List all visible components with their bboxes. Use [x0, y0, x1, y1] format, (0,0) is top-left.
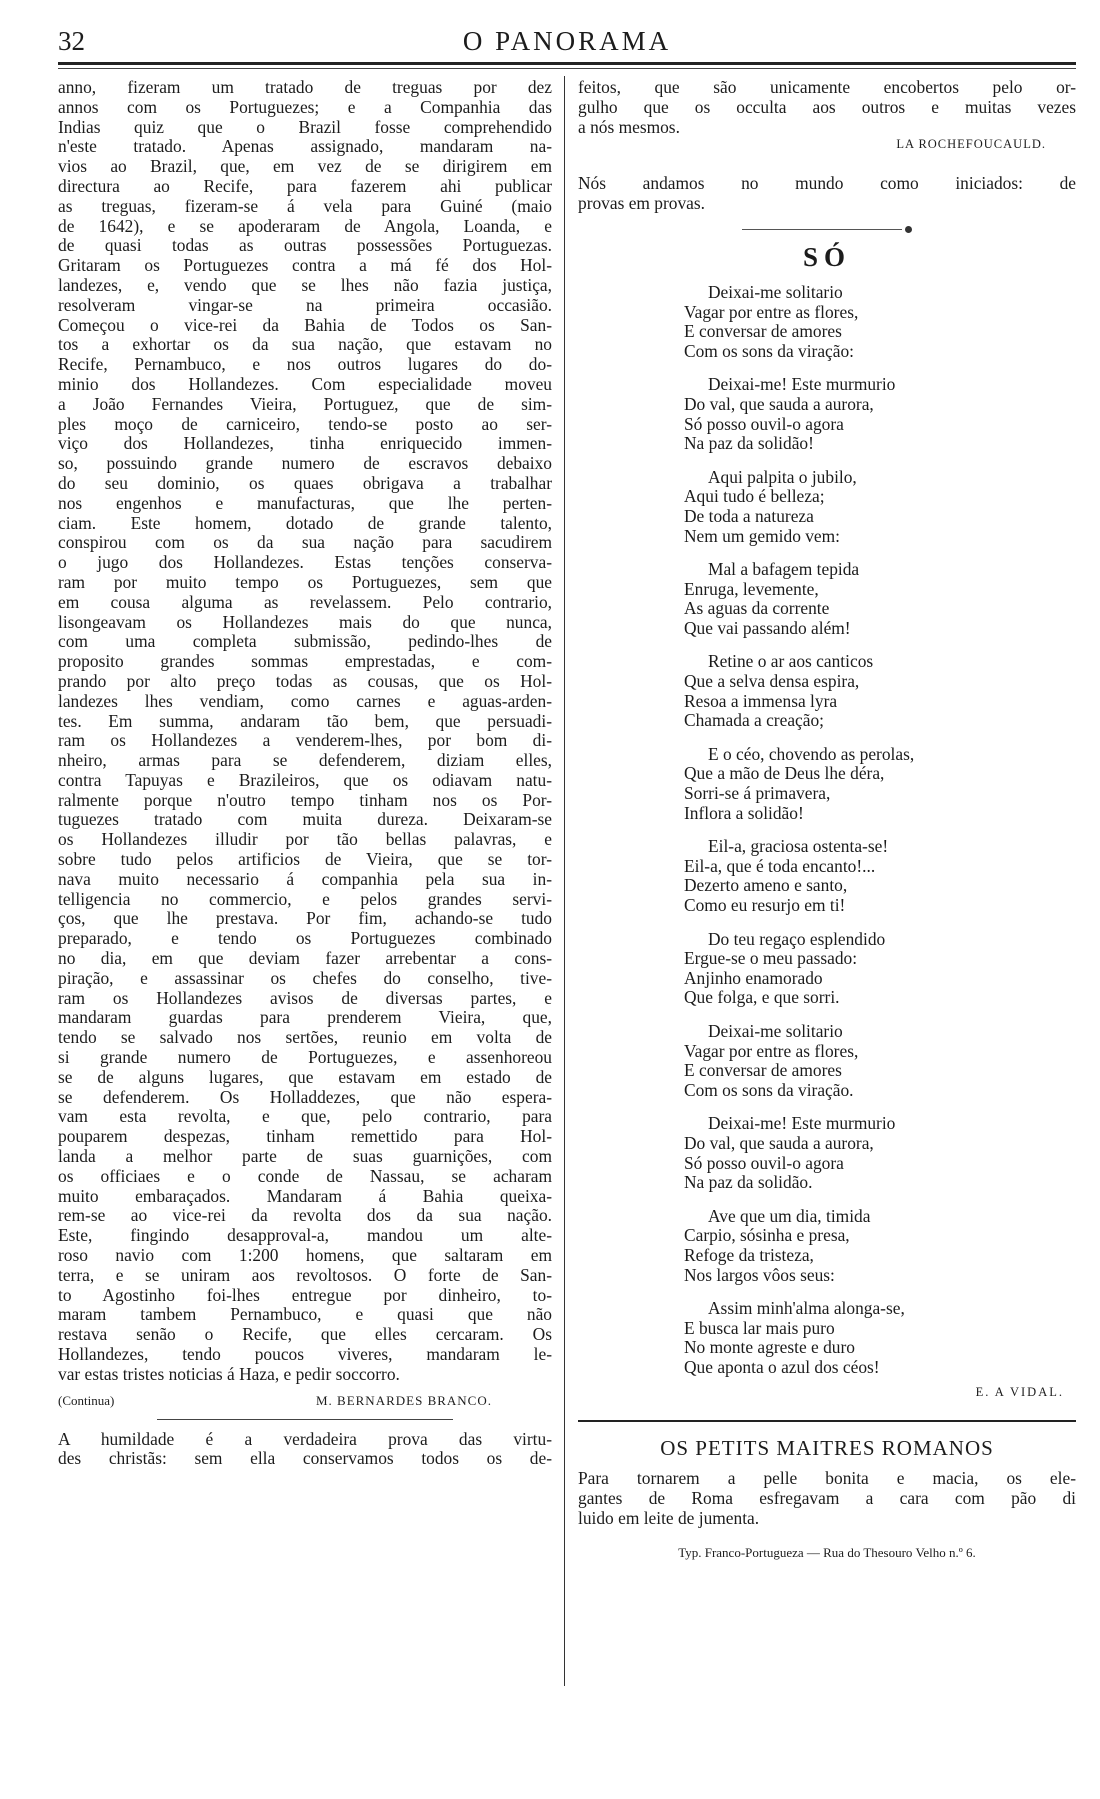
text-line: maram tambem Pernambuco, e quasi que não: [58, 1305, 552, 1325]
page-header: [58, 24, 1076, 64]
text-line: feitos, que são unicamente encobertos pelo or-: [578, 78, 1076, 97]
poem-line: Sorri-se á primavera,: [684, 783, 831, 804]
text-line: de quasi todas as outras possessões Portuguezas.: [58, 236, 552, 256]
text-line: Recife, Pernambuco, e nos outros lugares do do-: [58, 355, 552, 375]
poem-stanza: [684, 468, 1076, 546]
poem-line: Assim minh'alma alonga-se,: [708, 1298, 905, 1319]
section-rule: [578, 1420, 1076, 1422]
text-line: gulho que os occulta aos outros e muitas vezes: [578, 97, 1076, 117]
poem-stanza: [684, 652, 1076, 730]
text-line: tendo se salvado nos sertões, reunio em volta de: [58, 1028, 552, 1048]
poem-stanza: [684, 375, 1076, 453]
poem-line: Como eu resurjo em ti!: [684, 895, 846, 916]
text-line: a João Fernandes Vieira, Portuguez, que de sim-: [58, 394, 552, 414]
poem-line: Com os sons da viração.: [684, 1079, 854, 1100]
poem-line: Ergue-se o meu passado:: [684, 948, 858, 969]
poem-line: E busca lar mais puro: [684, 1317, 835, 1338]
text-line: anno, fizeram um tratado de treguas por dez: [58, 78, 552, 97]
poem-line: Que aponta o azul dos céos!: [684, 1356, 880, 1377]
poem-line: Nos largos vôos seus:: [684, 1264, 835, 1285]
poem-line: As aguas da corrente: [684, 598, 830, 619]
poem-title: SÓ: [802, 241, 852, 272]
text-line: ram por muito tempo os Portuguezes, sem que: [58, 572, 552, 592]
text-line: Indias quiz que o Brazil fosse comprehendido: [58, 117, 552, 137]
text-line: proposito grandes sommas emprestadas, e com-: [58, 652, 552, 672]
text-line: de 1642), e se apoderaram de Angola, Loanda, e: [58, 216, 552, 236]
poem-line: E conversar de amores: [684, 1060, 842, 1081]
text-line: com uma completa submissão, pedindo-lhes de: [58, 632, 552, 652]
poem-stanza: [684, 837, 1076, 915]
text-line: as treguas, fizeram-se á vela para Guiné (maio: [58, 196, 552, 216]
poem-line: Dezerto ameno e santo,: [684, 875, 848, 896]
text-line: roso navio com 1:200 homens, que saltaram em: [58, 1246, 552, 1266]
poem-line: Deixai-me! Este murmurio: [708, 1113, 896, 1134]
text-line: rem-se ao vice-rei da revolta dos da sua nação.: [58, 1206, 552, 1226]
article-author: M. BERNARDES BRANCO.: [315, 1392, 492, 1408]
text-line: ciam. Este homem, dotado de grande talento,: [58, 513, 552, 533]
poem-line: Inflora a solidão!: [684, 802, 804, 823]
text-line: provas em provas.: [578, 194, 706, 214]
text-line: A humildade é a verdadeira prova das virtu-: [58, 1429, 552, 1449]
poem-stanza: [684, 283, 1076, 361]
poem-line: Só posso ouvil-o agora: [684, 413, 844, 434]
poem-body: [578, 283, 1076, 1378]
text-line: tes. Em summa, andaram tão bem, que persuadi-: [58, 711, 552, 731]
text-line: ram os Hollandezes a venderem-lhes, por bom di-: [58, 731, 552, 751]
poem-line: Que a selva densa espira,: [684, 671, 860, 692]
right-column: [578, 78, 1076, 1561]
poem-line: Deixai-me solitario: [708, 281, 843, 302]
poem-line: De toda a natureza: [684, 505, 814, 526]
text-line: gantes de Roma esfregavam a cara com pão di: [578, 1489, 1076, 1509]
text-line: directura ao Recife, para fazerem ahi publicar: [58, 176, 552, 196]
poem-line: Vagar por entre as flores,: [684, 301, 859, 322]
text-line: sobre tudo pelos artificios de Vieira, que se tor-: [58, 850, 552, 870]
poem-line: Do val, que sauda a aurora,: [684, 393, 874, 414]
text-line: Nós andamos no mundo como iniciados: de: [578, 174, 1076, 194]
text-line: Para tornarem a pelle bonita e macia, os ele-: [578, 1469, 1076, 1489]
text-line: Este, fingindo desapproval-a, mandou um alte-: [58, 1226, 552, 1246]
proverb-text: [578, 174, 1076, 214]
poem-line: Eil-a, graciosa ostenta-se!: [708, 836, 889, 857]
poem-line: Eil-a, que é toda encanto!...: [684, 855, 876, 876]
poem-line: Que vai passando além!: [684, 617, 851, 638]
text-line: Hollandezes, tendo poucos viveres, mandaram le-: [58, 1345, 552, 1364]
poem-line: Do teu regaço esplendido: [708, 928, 886, 949]
text-line: to Agostinho foi-lhes entregue por dinheiro, to-: [58, 1285, 552, 1305]
poem-line: Refoge da tristeza,: [684, 1244, 814, 1265]
maxim-author: LA ROCHEFOUCAULD.: [896, 137, 1046, 152]
text-line: os Hollandezes illudir por tão bellas palavras, e: [58, 830, 552, 850]
poem-stanza: [684, 745, 1076, 823]
poem-line: Nem um gemido vem:: [684, 525, 841, 546]
column-divider: [564, 76, 565, 1686]
poem-stanza: [684, 1022, 1076, 1100]
text-line: lisongeavam os Hollandezes mais do que nunca,: [58, 612, 552, 632]
text-line: nheiro, armas para se defenderem, diziam elles,: [58, 751, 552, 771]
text-line: em cousa alguma as revelassem. Pelo contrario,: [58, 592, 552, 612]
flourish-divider: [742, 224, 912, 234]
text-line: prando por alto preço todas as cousas, que os Hol-: [58, 671, 552, 691]
article-signature: [58, 1393, 552, 1409]
text-line: no dia, em que deviam fazer arrebentar a cons-: [58, 949, 552, 969]
poem-line: Na paz da solidão!: [684, 433, 814, 454]
text-line: landa a melhor parte de suas guarnições, com: [58, 1147, 552, 1167]
text-line: landezes, e, vendo que se lhes não fazia justiça,: [58, 275, 552, 295]
text-line: des christãs: sem ella conservamos todos os de-: [58, 1449, 552, 1469]
text-line: n'este tratado. Apenas assignado, mandaram na-: [58, 137, 552, 157]
poem-line: Na paz da solidão.: [684, 1172, 813, 1193]
poem-line: Ave que um dia, timida: [708, 1205, 871, 1226]
poem-line: E o céo, chovendo as perolas,: [708, 743, 915, 764]
text-line: so, possuindo grande numero de escravos debaixo: [58, 454, 552, 474]
text-line: conspirou com os da sua nação para sacudirem: [58, 533, 552, 553]
poem-stanza: [684, 1114, 1076, 1192]
poem-line: Anjinho enamorado: [684, 967, 823, 988]
text-line: restava senão o Recife, que elles cercaram. Os: [58, 1325, 552, 1345]
text-line: viço dos Hollandezes, tinha enriquecido immen-: [58, 434, 552, 454]
text-line: luido em leite de jumenta.: [578, 1509, 760, 1529]
poem-author: E. A VIDAL.: [975, 1385, 1064, 1400]
text-line: resolveram vingar-se na primeira occasião.: [58, 295, 552, 315]
text-line: preparado, e tendo os Portuguezes combinado: [58, 929, 552, 949]
continua-note: (Continua): [58, 1392, 115, 1408]
poem-line: Só posso ouvil-o agora: [684, 1152, 844, 1173]
text-line: ralmente porque n'outro tempo tinham nos os Por-: [58, 790, 552, 810]
text-line: minio dos Hollandezes. Com especialidade moveu: [58, 374, 552, 394]
text-line: var estas tristes noticias á Haza, e pedir soccorro.: [58, 1364, 400, 1384]
poem-line: Mal a bafagem tepida: [708, 559, 860, 580]
poem-line: Carpio, sósinha e presa,: [684, 1225, 850, 1246]
text-line: se defenderem. Os Holladdezes, que não espera-: [58, 1087, 552, 1107]
text-line: ços, que lhe prestava. Por fim, achando-se tudo: [58, 909, 552, 929]
poem-line: Chamada a creação;: [684, 710, 824, 731]
text-line: terra, e se uniram aos revoltosos. O forte de San-: [58, 1265, 552, 1285]
text-line: pouparem despezas, tinham remettido para Hol-: [58, 1127, 552, 1147]
poem-line: E conversar de amores: [684, 321, 842, 342]
printer-line: Typ. Franco-Portugueza — Rua do Thesouro Velho n.º 6.: [678, 1544, 976, 1560]
header-rule: [58, 62, 1076, 69]
poem-stanza: [684, 1207, 1076, 1285]
poem-stanza: [684, 1299, 1076, 1377]
page-number: 32: [58, 26, 85, 56]
poem-line: Deixai-me! Este murmurio: [708, 374, 896, 395]
text-line: Começou o vice-rei da Bahia de Todos os San-: [58, 315, 552, 335]
text-line: piração, e assassinar os chefes do conselho, tive-: [58, 968, 552, 988]
maxim-continuation: [578, 78, 1076, 137]
text-line: muito embaraçados. Mandaram á Bahia queixa-: [58, 1186, 552, 1206]
poem-line: Vagar por entre as flores,: [684, 1040, 859, 1061]
text-line: os officiaes e o conde de Nassau, se acharam: [58, 1166, 552, 1186]
poem-line: Resoa a immensa lyra: [684, 690, 838, 711]
article-title: OS PETITS MAITRES ROMANOS: [660, 1436, 994, 1461]
article-text: [578, 1469, 1076, 1528]
text-line: annos com os Portuguezes; e a Companhia das: [58, 97, 552, 117]
text-line: ples moço de carniceiro, tendo-se posto ao ser-: [58, 414, 552, 434]
text-line: telligencia no commercio, e pelos grandes servi-: [58, 889, 552, 909]
text-line: landezes lhes vendiam, como carnes e aguas-arden-: [58, 691, 552, 711]
poem-line: Aqui palpita o jubilo,: [708, 466, 857, 487]
maxim-text: [58, 1430, 552, 1470]
text-line: vios ao Brazil, que, em vez de se dirigirem em: [58, 157, 552, 177]
text-line: tos a exhortar os da sua nação, que estavam no: [58, 335, 552, 355]
text-line: do seu dominio, os quaes obrigava a trabalhar: [58, 473, 552, 493]
poem-line: Enruga, levemente,: [684, 578, 819, 599]
text-line: vam esta revolta, e que, pelo contrario, para: [58, 1107, 552, 1127]
text-line: o jugo dos Hollandezes. Estas tenções conserva-: [58, 553, 552, 573]
poem-line: Que a mão de Deus lhe déra,: [684, 763, 885, 784]
text-line: ram os Hollandezes avisos de diversas partes, e: [58, 988, 552, 1008]
left-column: [58, 78, 552, 1469]
text-line: nava muito necessario á companhia pela sua in-: [58, 869, 552, 889]
poem-line: Do val, que sauda a aurora,: [684, 1132, 874, 1153]
text-line: nos engenhos e manufacturas, que lhe perten-: [58, 493, 552, 513]
journal-title: O PANORAMA: [462, 26, 672, 56]
poem-line: Deixai-me solitario: [708, 1020, 843, 1041]
text-line: Gritaram os Portuguezes contra a má fé dos Hol-: [58, 256, 552, 276]
poem-stanza: [684, 560, 1076, 638]
text-line: contra Tapuyas e Brazileiros, que os odiavam natu-: [58, 770, 552, 790]
text-line: se de alguns lugares, que estavam em estado de: [58, 1067, 552, 1087]
history-article-text: [58, 78, 552, 1385]
text-line: mandaram guardas para prenderem Vieira, que,: [58, 1008, 552, 1028]
separator-line: [157, 1419, 453, 1420]
poem-line: No monte agreste e duro: [684, 1337, 855, 1358]
poem-line: Retine o ar aos canticos: [708, 651, 874, 672]
text-line: a nós mesmos.: [578, 117, 680, 137]
text-line: tuguezes tratado com muita dureza. Deixaram-se: [58, 810, 552, 830]
text-line: si grande numero de Portuguezes, e assenhoreou: [58, 1048, 552, 1068]
poem-line: Com os sons da viração:: [684, 340, 855, 361]
poem-stanza: [684, 930, 1076, 1008]
poem-line: Aqui tudo é belleza;: [684, 486, 825, 507]
poem-line: Que folga, e que sorri.: [684, 987, 840, 1008]
